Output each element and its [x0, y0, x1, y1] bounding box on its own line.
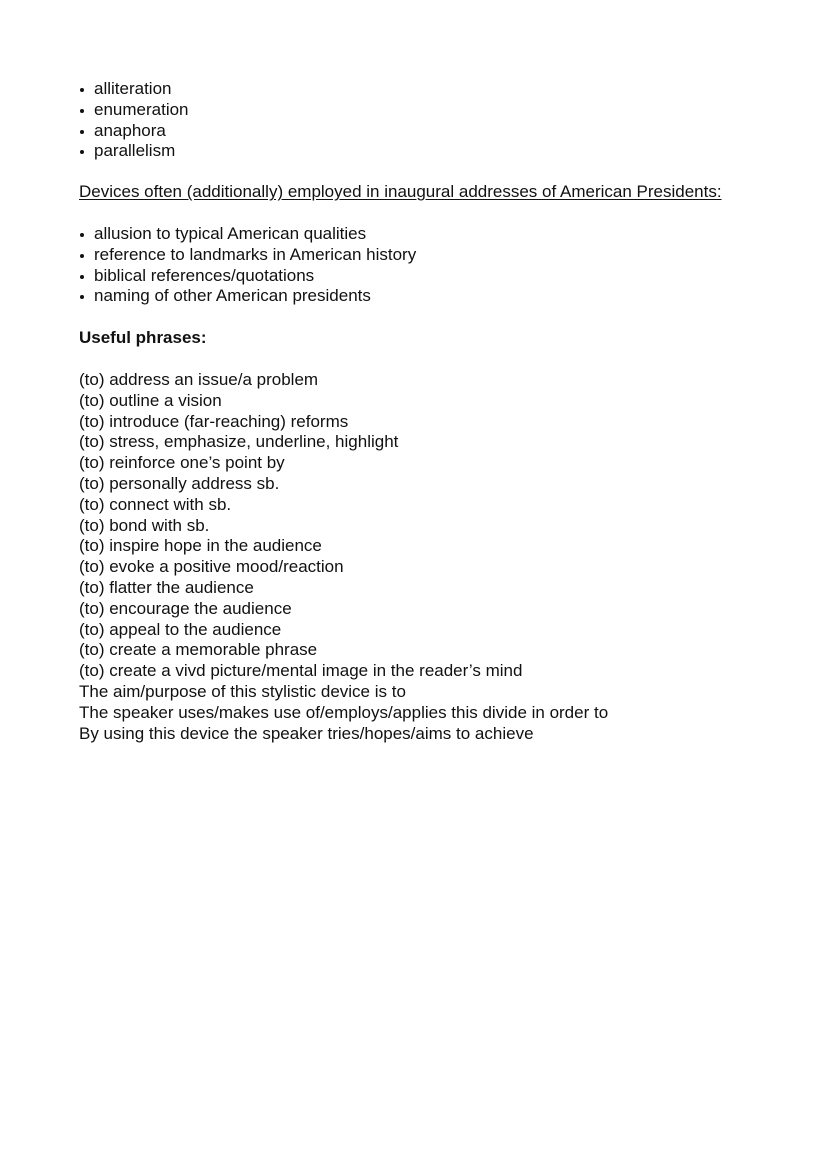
list-item [79, 100, 759, 121]
list-item-text: biblical references/quotations [94, 265, 315, 285]
phrase-line: (to) appeal to the audience [79, 619, 282, 639]
useful-phrases-list [79, 370, 759, 744]
list-item-text: allusion to typical American qualities [94, 223, 367, 243]
list-item-text: naming of other American presidents [94, 286, 371, 306]
phrase-line: (to) stress, emphasize, underline, highlight [79, 432, 399, 452]
inaugural-devices-list [79, 224, 759, 307]
phrase-line: (to) address an issue/a problem [79, 369, 319, 389]
phrase-line: (to) connect with sb. [79, 494, 232, 514]
phrase-line: (to) introduce (far-reaching) reforms [79, 411, 349, 431]
list-item-text: alliteration [94, 79, 172, 98]
list-item-text: reference to landmarks in American history [94, 244, 417, 264]
stylistic-devices-list [79, 79, 759, 162]
phrase-line: The aim/purpose of this stylistic device is to [79, 681, 406, 701]
list-item [79, 245, 759, 266]
phrase-line: (to) flatter the audience [79, 577, 254, 597]
phrase-line: (to) encourage the audience [79, 598, 292, 618]
list-item-text: anaphora [94, 120, 166, 140]
list-item [79, 266, 759, 287]
list-item [79, 79, 759, 100]
phrase-line: (to) bond with sb. [79, 515, 210, 535]
phrase-line: (to) reinforce one’s point by [79, 453, 285, 473]
list-item [79, 141, 759, 162]
phrase-line: (to) create a vivd picture/mental image in the reader’s mind [79, 661, 523, 681]
document-page [79, 79, 759, 744]
phrase-line: (to) create a memorable phrase [79, 640, 318, 660]
phrase-line: The speaker uses/makes use of/employs/applies this divide in order to [79, 702, 609, 722]
phrase-line: (to) personally address sb. [79, 473, 280, 493]
phrase-line: (to) inspire hope in the audience [79, 536, 322, 556]
list-item-text: enumeration [94, 99, 189, 119]
inaugural-devices-heading: Devices often (additionally) employed in inaugural addresses of American Presidents: [79, 182, 722, 202]
list-item [79, 224, 759, 245]
phrase-line: (to) outline a vision [79, 390, 222, 410]
phrase-line: (to) evoke a positive mood/reaction [79, 557, 344, 577]
useful-phrases-heading: Useful phrases: [79, 328, 207, 348]
list-item [79, 286, 759, 307]
list-item-text: parallelism [94, 141, 176, 161]
list-item [79, 121, 759, 142]
phrase-line: By using this device the speaker tries/hopes/aims to achieve [79, 723, 534, 743]
